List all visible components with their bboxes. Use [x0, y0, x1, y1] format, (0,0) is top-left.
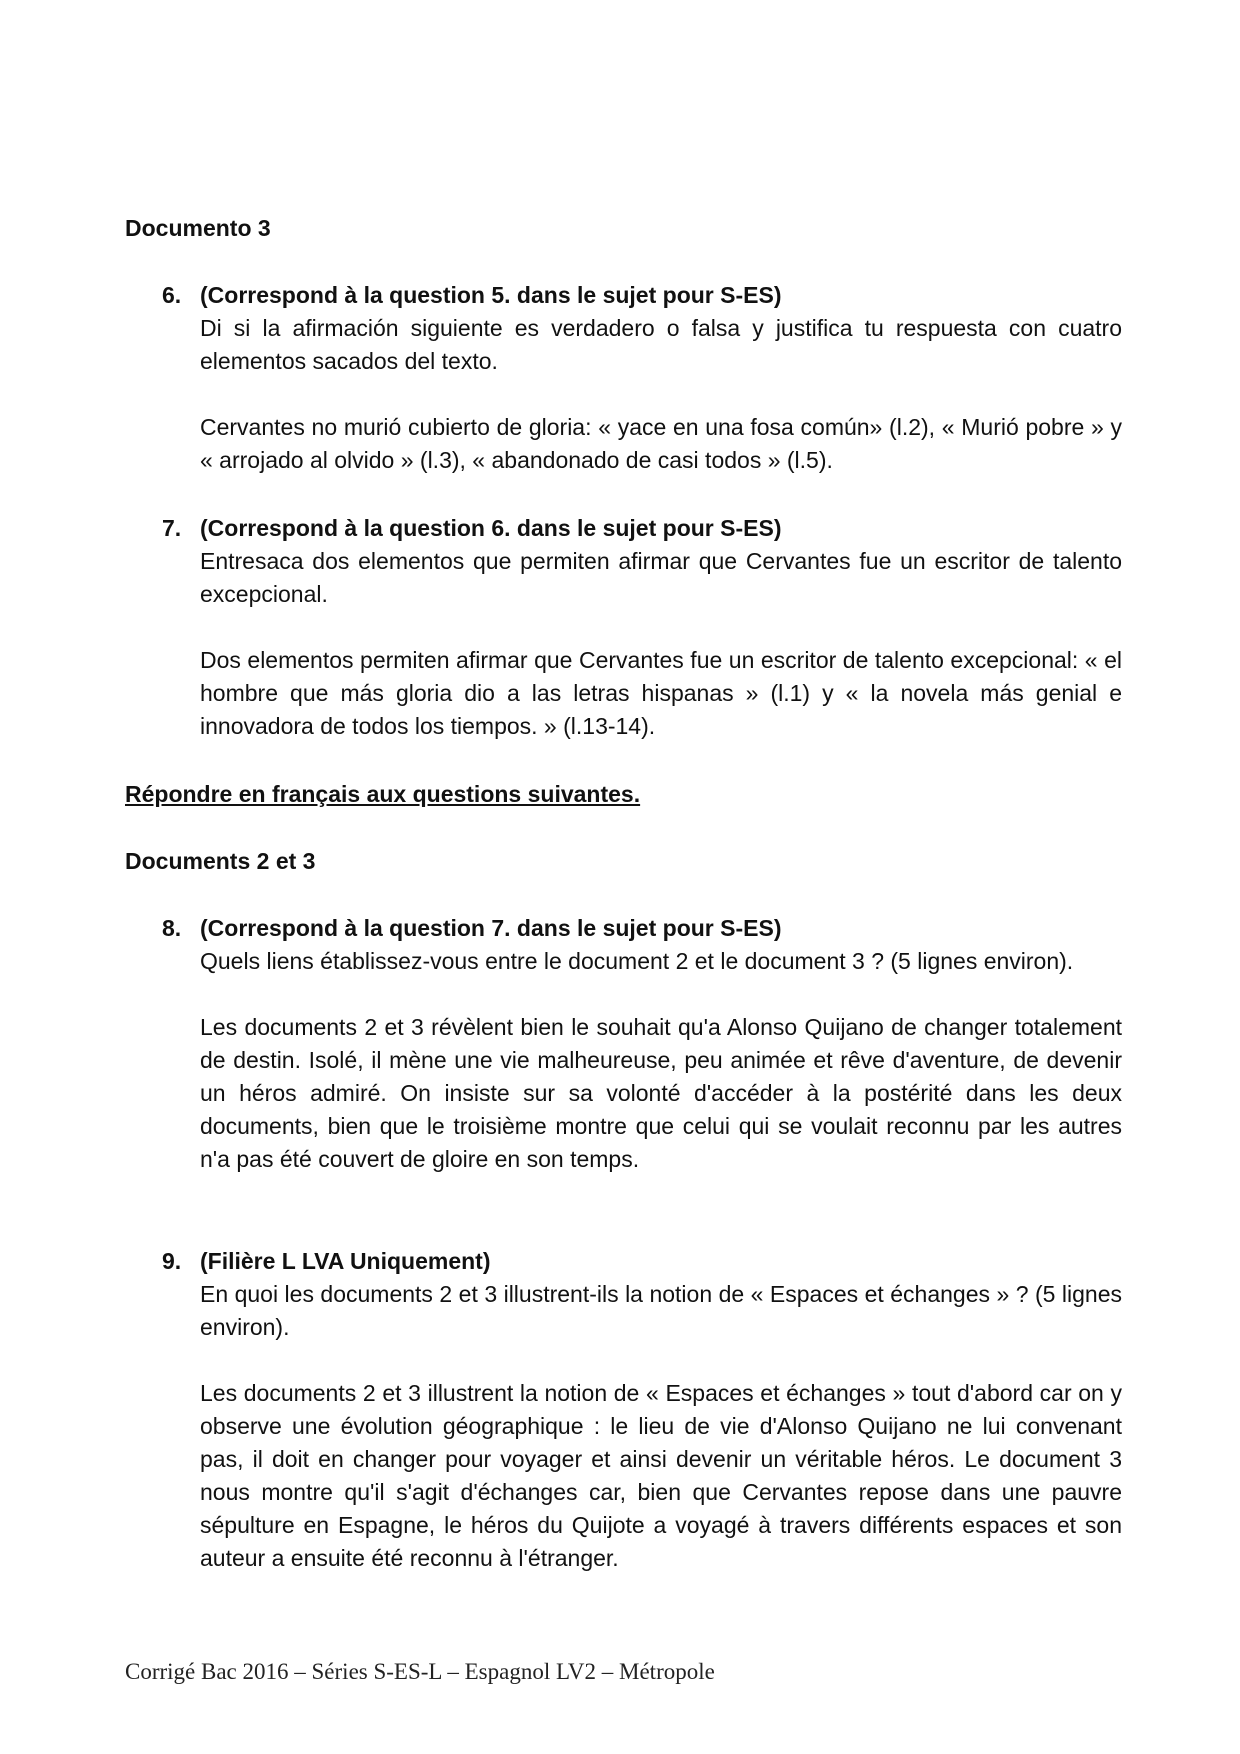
- question-prompt: En quoi les documents 2 et 3 illustrent-ils la notion de « Espaces et échanges » ? (5 lignes environ).: [200, 1281, 1122, 1340]
- question-7: [162, 512, 1122, 743]
- question-answer: Dos elementos permiten afirmar que Cervantes fue un escritor de talento excepcional: « el hombre que más gloria dio a las letras hispanas » (l.1) y « la novela más genial e innovadora de todos los tiempos. » (l.13-14).: [200, 647, 1122, 739]
- question-heading: (Correspond à la question 7. dans le sujet pour S-ES): [200, 915, 782, 941]
- question-number: 8.: [162, 915, 182, 941]
- question-answer: Les documents 2 et 3 illustrent la notion de « Espaces et échanges » tout d'abord car on y observe une évolution géographique : le lieu de vie d'Alonso Quijano ne lui convenant pas, il doit en changer pour voyager et ainsi devenir un véritable héros. Le document 3 nous montre qu'il s'agit d'échanges car, bien que Cervantes repose dans une pauvre sépulture en Espagne, le héros du Quijote a voyagé à travers différents espaces et son auteur a ensuite été reconnu à l'étranger.: [200, 1380, 1122, 1571]
- question-6: [162, 279, 1122, 477]
- instruction-heading: Répondre en français aux questions suivantes.: [125, 781, 641, 807]
- question-heading: (Correspond à la question 5. dans le sujet pour S-ES): [200, 282, 782, 308]
- section-title-documento-3: Documento 3: [125, 215, 271, 241]
- question-number: 6.: [162, 282, 182, 308]
- question-9: [162, 1245, 1122, 1575]
- question-answer: Les documents 2 et 3 révèlent bien le souhait qu'a Alonso Quijano de changer totalement de destin. Isolé, il mène une vie malheureuse, peu animée et rêve d'aventure, de devenir un héros admiré. On insiste sur sa volonté d'accéder à la postérité dans les deux documents, bien que le troisième montre que celui qui se voulait reconnu par les autres n'a pas été couvert de gloire en son temps.: [200, 1014, 1122, 1172]
- question-heading: (Correspond à la question 6. dans le sujet pour S-ES): [200, 515, 782, 541]
- page-footer: Corrigé Bac 2016 – Séries S-ES-L – Espagnol LV2 – Métropole: [125, 1659, 715, 1684]
- question-prompt: Entresaca dos elementos que permiten afirmar que Cervantes fue un escritor de talento excepcional.: [200, 548, 1122, 607]
- question-answer: Cervantes no murió cubierto de gloria: « yace en una fosa común» (l.2), « Murió pobre » y « arrojado al olvido » (l.3), « abandonado de casi todos » (l.5).: [200, 414, 1122, 473]
- question-8: [162, 912, 1122, 1176]
- section-title-documents-2-3: Documents 2 et 3: [125, 848, 316, 874]
- question-number: 9.: [162, 1248, 182, 1274]
- question-prompt: Di si la afirmación siguiente es verdadero o falsa y justifica tu respuesta con cuatro elementos sacados del texto.: [200, 315, 1122, 374]
- question-prompt: Quels liens établissez-vous entre le document 2 et le document 3 ? (5 lignes environ).: [200, 948, 1074, 974]
- question-heading: (Filière L LVA Uniquement): [200, 1248, 491, 1274]
- question-number: 7.: [162, 515, 182, 541]
